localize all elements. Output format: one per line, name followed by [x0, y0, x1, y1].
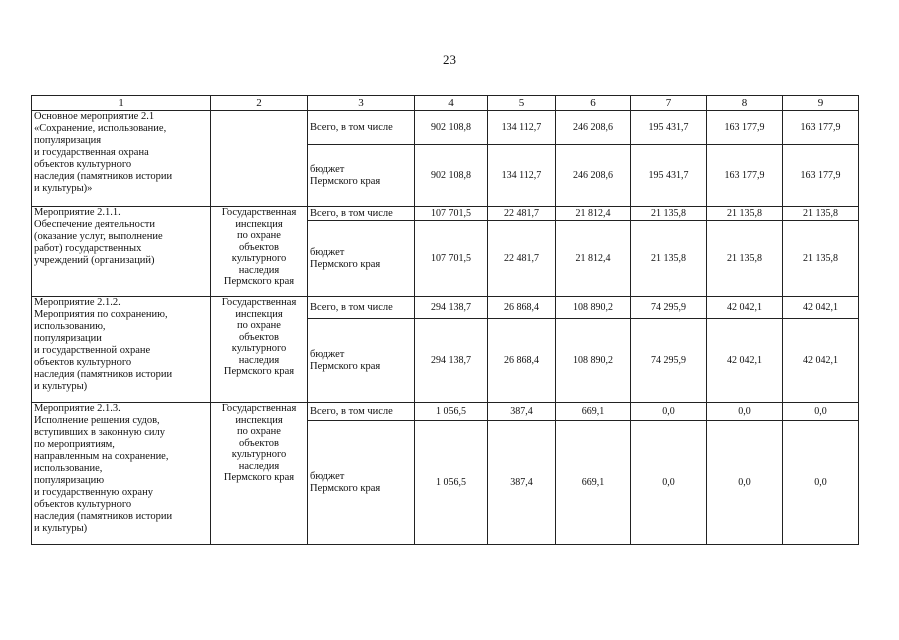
amount-cell: 107 701,5	[415, 207, 488, 221]
column-number-3: 3	[308, 96, 415, 111]
activity-name-line: и культуры)»	[34, 183, 93, 194]
amount-cell: 902 108,8	[415, 145, 488, 207]
activity-name-line: и культуры)	[34, 523, 88, 534]
funding-source-cell	[308, 403, 415, 421]
executor-cell	[211, 111, 308, 207]
amount-cell: 294 138,7	[415, 297, 488, 319]
amount-cell: 163 177,9	[783, 145, 859, 207]
amount-cell: 21 135,8	[631, 221, 707, 297]
column-number-2: 2	[211, 96, 308, 111]
amount-cell: 669,1	[556, 421, 631, 545]
column-number-7: 7	[631, 96, 707, 111]
table-row	[32, 111, 859, 145]
funding-source-line: бюджет	[310, 470, 345, 482]
funding-source-cell	[308, 421, 415, 545]
executor-line: наследия	[238, 354, 280, 366]
executor-line: Государственная	[221, 403, 297, 414]
column-number-row	[32, 96, 859, 111]
funding-source-line: Всего, в том числе	[310, 121, 393, 133]
activity-name-line: по мероприятиям,	[34, 439, 115, 450]
column-number-4: 4	[415, 96, 488, 111]
amount-cell: 0,0	[783, 403, 859, 421]
executor-line: инспекция	[235, 414, 283, 426]
amount-cell: 387,4	[488, 421, 556, 545]
funding-source-cell	[308, 297, 415, 319]
executor-line: Государственная	[221, 297, 297, 308]
funding-source-line: Пермского края	[310, 360, 381, 372]
amount-cell: 74 295,9	[631, 297, 707, 319]
executor-cell	[211, 403, 308, 545]
amount-cell: 74 295,9	[631, 319, 707, 403]
activity-name-cell	[32, 297, 211, 403]
funding-source-cell	[308, 319, 415, 403]
activity-name-line: Исполнение решения судов,	[34, 415, 160, 426]
executor-line: Пермского края	[223, 366, 295, 377]
executor-line: культурного	[231, 343, 287, 354]
activity-name-line: популяризацию	[34, 475, 105, 486]
amount-cell: 246 208,6	[556, 111, 631, 145]
activity-name-cell	[32, 207, 211, 297]
activity-name-line: объектов культурного	[34, 499, 132, 510]
activity-name-line: Мероприятие 2.1.1.	[34, 207, 121, 218]
table-row	[32, 403, 859, 421]
funding-source-cell	[308, 207, 415, 221]
funding-source-line: Пермского края	[310, 258, 381, 270]
table-row	[32, 297, 859, 319]
column-number-5: 5	[488, 96, 556, 111]
activity-name-line: и государственной охране	[34, 345, 151, 356]
activity-name-line: учреждений (организаций)	[34, 255, 155, 266]
executor-line: культурного	[231, 449, 287, 460]
activity-name-line: популяризации	[34, 333, 102, 344]
amount-cell: 22 481,7	[488, 207, 556, 221]
executor-line: инспекция	[235, 218, 283, 230]
activity-name-line: Мероприятие 2.1.3.	[34, 403, 121, 414]
activity-name-line: наследия (памятников истории	[34, 171, 173, 182]
activity-name-line: работ) государственных	[34, 243, 142, 254]
amount-cell: 21 135,8	[783, 221, 859, 297]
activity-name-line: Основное мероприятие 2.1	[34, 111, 155, 122]
amount-cell: 0,0	[707, 421, 783, 545]
funding-source-line: бюджет	[310, 246, 345, 258]
activity-name-line: объектов культурного	[34, 357, 132, 368]
column-number-9: 9	[783, 96, 859, 111]
amount-cell: 134 112,7	[488, 111, 556, 145]
funding-source-line: Пермского края	[310, 482, 381, 494]
activity-name-cell	[32, 403, 211, 545]
amount-cell: 21 812,4	[556, 221, 631, 297]
funding-source-cell	[308, 145, 415, 207]
column-number-6: 6	[556, 96, 631, 111]
executor-line: по охране	[237, 230, 281, 241]
activity-name-line: Мероприятие 2.1.2.	[34, 297, 121, 308]
amount-cell: 1 056,5	[415, 403, 488, 421]
funding-source-line: Пермского края	[310, 175, 381, 187]
activity-name-line: вступивших в законную силу	[34, 427, 165, 438]
executor-line: объектов	[238, 331, 280, 343]
amount-cell: 246 208,6	[556, 145, 631, 207]
amount-cell: 42 042,1	[783, 297, 859, 319]
amount-cell: 21 135,8	[783, 207, 859, 221]
amount-cell: 108 890,2	[556, 319, 631, 403]
amount-cell: 163 177,9	[783, 111, 859, 145]
executor-line: Государственная	[221, 207, 297, 218]
activity-name-line: объектов культурного	[34, 159, 132, 170]
amount-cell: 0,0	[631, 421, 707, 545]
amount-cell: 26 868,4	[488, 319, 556, 403]
executor-cell	[211, 297, 308, 403]
amount-cell: 42 042,1	[707, 319, 783, 403]
amount-cell: 1 056,5	[415, 421, 488, 545]
amount-cell: 0,0	[783, 421, 859, 545]
table-row	[32, 207, 859, 221]
executor-line: наследия	[238, 264, 280, 276]
amount-cell: 195 431,7	[631, 111, 707, 145]
funding-source-line: Всего, в том числе	[310, 405, 393, 417]
amount-cell: 195 431,7	[631, 145, 707, 207]
amount-cell: 26 868,4	[488, 297, 556, 319]
column-number-8: 8	[707, 96, 783, 111]
amount-cell: 21 135,8	[707, 207, 783, 221]
activity-name-cell	[32, 111, 211, 207]
executor-line: по охране	[237, 320, 281, 331]
amount-cell: 0,0	[631, 403, 707, 421]
executor-line: инспекция	[235, 308, 283, 320]
amount-cell: 0,0	[707, 403, 783, 421]
activity-name-line: и государственную охрану	[34, 487, 153, 498]
budget-table	[31, 95, 859, 545]
executor-line: наследия	[238, 460, 280, 472]
funding-source-line: Всего, в том числе	[310, 207, 393, 219]
column-number-1: 1	[32, 96, 211, 111]
activity-name-line: использованию,	[34, 321, 106, 332]
amount-cell: 669,1	[556, 403, 631, 421]
amount-cell: 107 701,5	[415, 221, 488, 297]
amount-cell: 163 177,9	[707, 111, 783, 145]
amount-cell: 42 042,1	[707, 297, 783, 319]
funding-source-line: бюджет	[310, 348, 345, 360]
amount-cell: 902 108,8	[415, 111, 488, 145]
activity-name-line: Обеспечение деятельности	[34, 219, 155, 230]
activity-name-line: «Сохранение, использование,	[34, 123, 167, 134]
executor-line: культурного	[231, 253, 287, 264]
executor-line: Пермского края	[223, 276, 295, 287]
amount-cell: 134 112,7	[488, 145, 556, 207]
page-number: 23	[443, 52, 456, 67]
amount-cell: 108 890,2	[556, 297, 631, 319]
funding-source-cell	[308, 111, 415, 145]
funding-source-line: Всего, в том числе	[310, 301, 393, 313]
activity-name-line: направленным на сохранение,	[34, 451, 169, 462]
amount-cell: 294 138,7	[415, 319, 488, 403]
amount-cell: 21 135,8	[707, 221, 783, 297]
amount-cell: 21 812,4	[556, 207, 631, 221]
activity-name-line: и государственная охрана	[34, 147, 149, 158]
activity-name-line: наследия (памятников истории	[34, 511, 173, 522]
activity-name-line: (оказание услуг, выполнение	[34, 231, 163, 242]
executor-line: по охране	[237, 426, 281, 437]
activity-name-line: популяризация	[34, 135, 102, 146]
amount-cell: 21 135,8	[631, 207, 707, 221]
funding-source-cell	[308, 221, 415, 297]
amount-cell: 22 481,7	[488, 221, 556, 297]
executor-cell	[211, 207, 308, 297]
amount-cell: 163 177,9	[707, 145, 783, 207]
activity-name-line: Мероприятия по сохранению,	[34, 309, 168, 320]
activity-name-line: и культуры)	[34, 381, 88, 392]
executor-line: Пермского края	[223, 472, 295, 483]
activity-name-line: наследия (памятников истории	[34, 369, 173, 380]
executor-line: объектов	[238, 437, 280, 449]
amount-cell: 387,4	[488, 403, 556, 421]
amount-cell: 42 042,1	[783, 319, 859, 403]
executor-line: объектов	[238, 241, 280, 253]
activity-name-line: использование,	[34, 463, 103, 474]
funding-source-line: бюджет	[310, 163, 345, 175]
